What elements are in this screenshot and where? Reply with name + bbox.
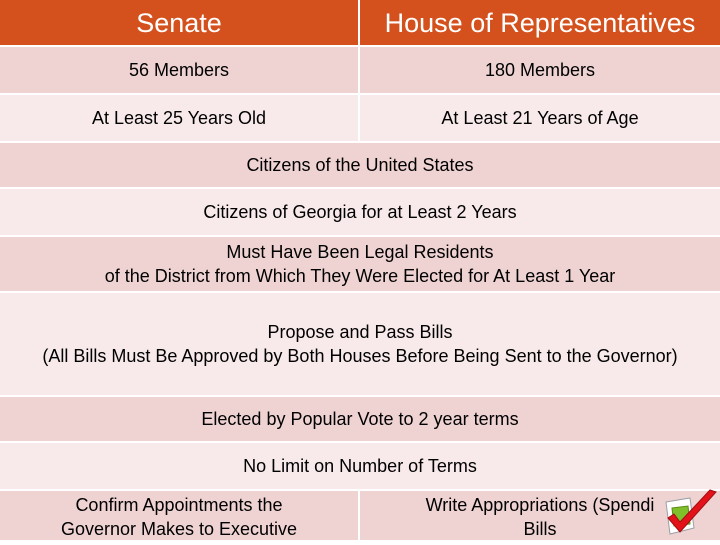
row-divider — [0, 291, 720, 293]
senate-confirm-cell: Confirm Appointments the Governor Makes to Executive — [0, 490, 360, 540]
house-appropriations-cell: Write Appropriations (Spendi Bills — [360, 490, 720, 540]
citizens-us-row: Citizens of the United States — [0, 142, 720, 188]
row-divider — [0, 395, 720, 397]
elected-row: Elected by Popular Vote to 2 year terms — [0, 396, 720, 442]
propose-bills-row: Propose and Pass Bills (All Bills Must Be Approved by Both Houses Before Being Sent to the Governor) — [0, 292, 720, 396]
row-divider — [0, 235, 720, 237]
house-header: House of Representatives — [360, 0, 720, 46]
senate-members-cell: 56 Members — [0, 46, 360, 94]
row-divider — [0, 141, 720, 143]
senate-age-cell: At Least 25 Years Old — [0, 94, 360, 142]
row-divider — [0, 489, 720, 491]
row-divider — [0, 187, 720, 189]
row-divider — [0, 45, 720, 47]
row-divider — [0, 441, 720, 443]
citizens-georgia-row: Citizens of Georgia for at Least 2 Years — [0, 188, 720, 236]
house-members-cell: 180 Members — [360, 46, 720, 94]
row-divider — [0, 93, 720, 95]
senate-header: Senate — [0, 0, 360, 46]
legal-residents-row: Must Have Been Legal Residents of the District from Which They Were Elected for At Least 1 Year — [0, 236, 720, 292]
house-age-cell: At Least 21 Years of Age — [360, 94, 720, 142]
no-limit-row: No Limit on Number of Terms — [0, 442, 720, 490]
checkmark-icon — [660, 488, 720, 540]
